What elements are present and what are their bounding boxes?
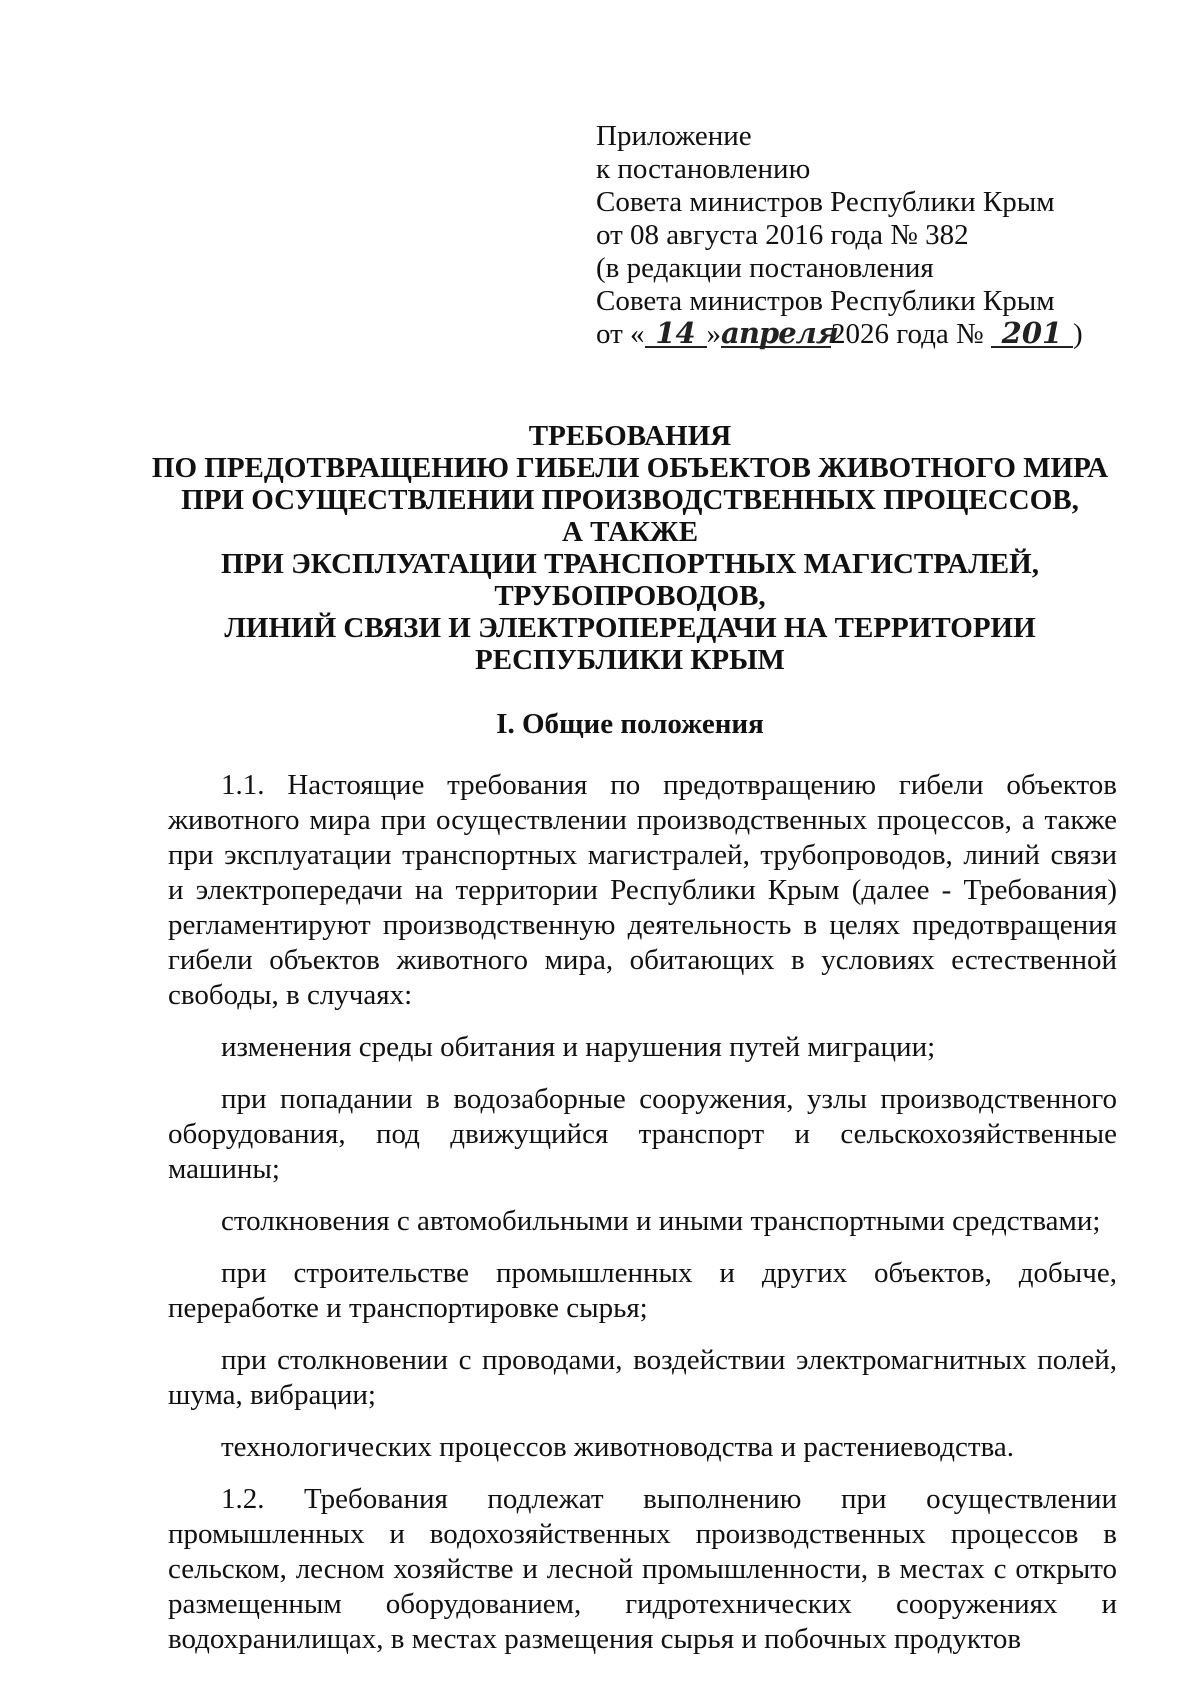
date-quote-close: » bbox=[706, 318, 722, 350]
title-line: ПРИ ЭКСПЛУАТАЦИИ ТРАНСПОРТНЫХ МАГИСТРАЛЕЙ, bbox=[221, 548, 1039, 580]
title-line: РЕСПУБЛИКИ КРЫМ bbox=[475, 644, 785, 676]
handwritten-month: апреля bbox=[721, 316, 838, 350]
appendix-line: от 08 августа 2016 года № 382 bbox=[596, 219, 969, 251]
amendment-date-line bbox=[596, 318, 1083, 351]
list-item: технологических процессов животноводства и растениеводства. bbox=[221, 1431, 1015, 1463]
document-body bbox=[168, 768, 1117, 1657]
title-line: ПО ПРЕДОТВРАЩЕНИЮ ГИБЕЛИ ОБЪЕКТОВ ЖИВОТНОГО МИРА bbox=[151, 452, 1109, 484]
handwritten-number: 201 bbox=[991, 320, 1073, 348]
list-item: столкновения с автомобильными и иными транспортными средствами; bbox=[221, 1205, 1101, 1237]
appendix-line: Приложение bbox=[596, 120, 752, 152]
date-year: 2026 года № bbox=[831, 318, 984, 350]
list-item: при попадании в водозаборные сооружения, узлы производственного оборудования, под движущийся транспорт и сельскохозяйственные машины; bbox=[168, 1083, 1117, 1185]
list-item: изменения среды обитания и нарушения путей миграции; bbox=[221, 1031, 936, 1063]
list-item: при строительстве промышленных и других объектов, добыче, переработке и транспортировке сырья; bbox=[168, 1257, 1117, 1324]
title-line: А ТАКЖЕ bbox=[561, 516, 699, 548]
appendix-block bbox=[596, 120, 1083, 351]
appendix-line: Совета министров Республики Крым bbox=[596, 285, 1055, 317]
paragraph-1-1: 1.1. Настоящие требования по предотвращению гибели объектов животного мира при осуществлении производственных процессов, а также при эксплуатации транспортных магистралей, трубопроводов, линий связи и электропередачи на территории Республики Крым (далее - Требования) регламентируют производственную деятельность в целях предотвращения гибели объектов животного мира, обитающих в условиях естественной свободы, в случаях: bbox=[168, 769, 1117, 1011]
list-item: при столкновении с проводами, воздействии электромагнитных полей, шума, вибрации; bbox=[168, 1344, 1117, 1411]
handwritten-day: 14 bbox=[645, 320, 707, 348]
title-line: ЛИНИЙ СВЯЗИ И ЭЛЕКТРОПЕРЕДАЧИ НА ТЕРРИТОРИИ bbox=[224, 612, 1036, 644]
date-prefix: от « bbox=[596, 318, 645, 350]
title-line: ПРИ ОСУЩЕСТВЛЕНИИ ПРОИЗВОДСТВЕННЫХ ПРОЦЕССОВ, bbox=[181, 484, 1079, 516]
date-suffix: ) bbox=[1072, 318, 1083, 350]
title-line: ТРУБОПРОВОДОВ, bbox=[494, 580, 766, 612]
appendix-line: Совета министров Республики Крым bbox=[596, 186, 1055, 218]
appendix-line: к постановлению bbox=[596, 153, 811, 185]
title-line: ТРЕБОВАНИЯ bbox=[528, 420, 732, 452]
paragraph-1-2: 1.2. Требования подлежат выполнению при осуществлении промышленных и водохозяйственных производственных процессов в сельском, лесном хозяйстве и лесной промышленности, в местах с открыто размещенным оборудованием, гидротехнических сооружениях и водохранилищах, в местах размещения сырья и побочных продуктов bbox=[168, 1483, 1117, 1655]
document-title bbox=[150, 420, 1110, 676]
appendix-line: (в редакции постановления bbox=[596, 252, 934, 284]
section-heading: I. Общие положения bbox=[496, 708, 764, 740]
